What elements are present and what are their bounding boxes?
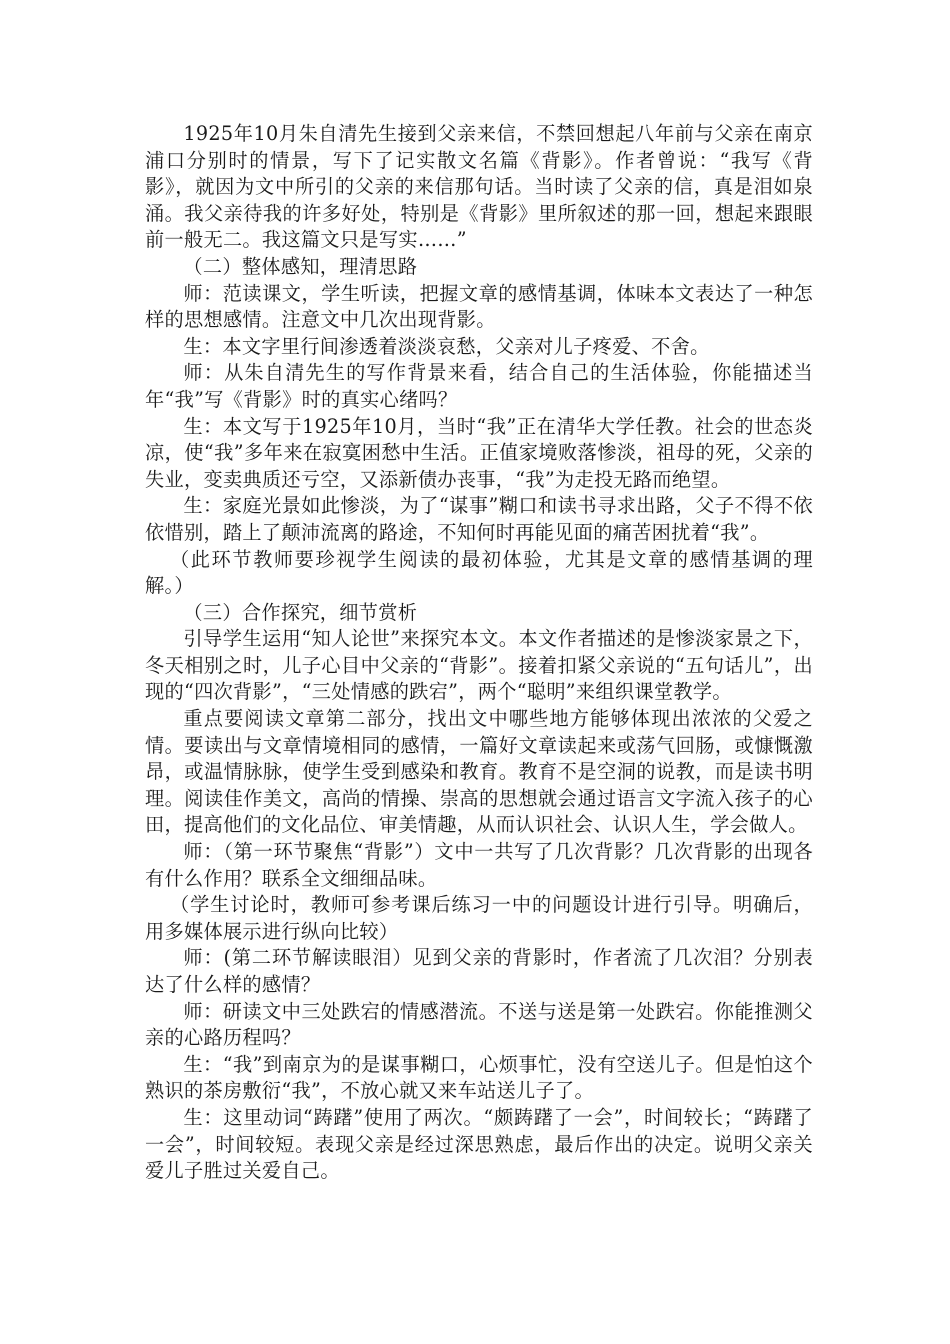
paragraph-student-4: 生：“我”到南京为的是谋事糊口，心烦事忙，没有空送儿子。但是怕这个熟识的茶房敷衍“我”，不放心就又来车站送儿子了。 xyxy=(145,1052,813,1103)
paragraph-teacher-5: 师：研读文中三处跌宕的情感潜流。不送与送是第一处跌宕。你能推测父亲的心路历程吗？ xyxy=(145,999,813,1050)
paragraph-teacher-4: 师：(第二环节解读眼泪）见到父亲的背影时，作者流了几次泪？分别表达了什么样的感情？ xyxy=(145,946,813,996)
document-body xyxy=(145,121,813,1185)
paragraph-teacher-2: 师：从朱自清先生的写作背景来看，结合自己的生活体验，你能描述当年“我”写《背影》时的真实心绪吗？ xyxy=(145,361,813,411)
paragraph-student-2: 生：本文写于1925年10月，当时“我”正在清华大学任教。社会的世态炎凉，使“我”多年来在寂寞困愁中生活。正值家境败落惨淡，祖母的死，父亲的失业，变卖典质还亏空，又添新债办丧事，“我”为走投无路而绝望。 xyxy=(145,414,813,491)
paragraph-note-1: （此环节教师要珍视学生阅读的最初体验，尤其是文章的感情基调的理解。） xyxy=(145,547,813,598)
section-heading-3: （三）合作探究，细节赏析 xyxy=(183,600,418,624)
paragraph-student-5: 生：这里动词“踌躇”使用了两次。“颇踌躇了一会”，时间较长；“踌躇了一会”，时间较短。表现父亲是经过深思熟虑，最后作出的决定。说明父亲关爱儿子胜过关爱自己。 xyxy=(145,1105,813,1183)
paragraph-student-1: 生：本文字里行间渗透着淡淡哀愁，父亲对儿子疼爱、不舍。 xyxy=(183,334,710,358)
section-heading-2: （二）整体感知，理清思路 xyxy=(183,254,418,278)
paragraph-guide: 引导学生运用“知人论世”来探究本文。本文作者描述的是惨淡家景之下，冬天相别之时，儿子心目中父亲的“背影”。接着扣紧父亲说的“五句话儿”，出现的“四次背影”，“三处情感的跌宕”，两个“聪明”来组织课堂教学。 xyxy=(145,627,813,704)
paragraph-intro: 1925年10月朱自清先生接到父亲来信，不禁回想起八年前与父亲在南京浦口分别时的情景，写下了记实散文名篇《背影》。作者曾说：“我写《背影》，就因为文中所引的父亲的来信那句话。当时读了父亲的信，真是泪如泉涌。我父亲待我的许多好处，特别是《背影》里所叙述的那一回，想起来跟眼前一般无二。我这篇文只是写实……” xyxy=(145,122,813,252)
paragraph-teacher-1: 师：范读课文，学生听读，把握文章的感情基调，体味本文表达了一种怎样的思想感情。注意文中几次出现背影。 xyxy=(145,281,813,332)
paragraph-teacher-3: 师：（第一环节聚焦“背影”）文中一共写了几次背影？几次背影的出现各有什么作用？联系全文细细品味。 xyxy=(145,840,813,890)
paragraph-focus: 重点要阅读文章第二部分，找出文中哪些地方能够体现出浓浓的父爱之情。要读出与文章情境相同的感情，一篇好文章读起来或荡气回肠，或慷慨激昂，或温情脉脉，使学生受到感染和教育。教育不是空洞的说教，而是读书明理。阅读佳作美文，高尚的情操、崇高的思想就会通过语言文字流入孩子的心田，提高他们的文化品位、审美情趣，从而认识社会、认识人生，学会做人。 xyxy=(145,707,813,837)
paragraph-student-3: 生：家庭光景如此惨淡，为了“谋事”糊口和读书寻求出路，父子不得不依依惜别，踏上了颠沛流离的路途，不知何时再能见面的痛苦困扰着“我”。 xyxy=(145,494,813,544)
paragraph-note-2: （学生讨论时，教师可参考课后练习一中的问题设计进行引导。明确后，用多媒体展示进行纵向比较） xyxy=(145,893,813,943)
